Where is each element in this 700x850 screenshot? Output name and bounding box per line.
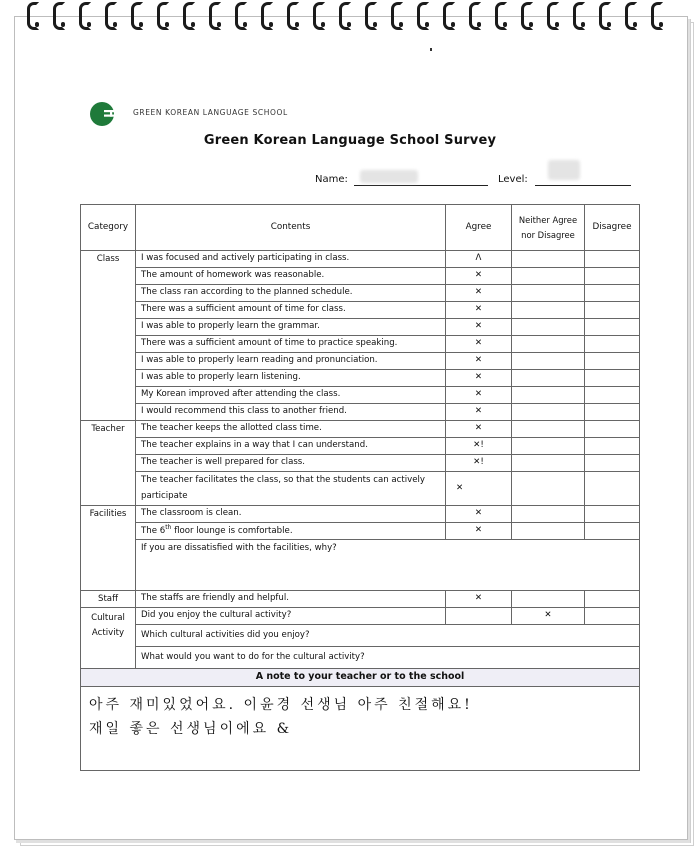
agree-mark: ✕ xyxy=(474,304,483,315)
table-row xyxy=(81,472,640,506)
item-text: I was focused and actively participating in class. xyxy=(136,251,446,268)
item-text: The teacher explains in a way that I can understand. xyxy=(136,438,446,455)
item-text: I would recommend this class to another friend. xyxy=(136,404,446,421)
school-logo-icon xyxy=(90,101,116,127)
agree-mark: ✕ xyxy=(474,406,483,417)
cultural-enjoyed-field[interactable] xyxy=(136,625,640,647)
disagree-cell[interactable] xyxy=(585,353,640,370)
agree-mark: ✕ xyxy=(474,338,483,349)
agree-mark: ✕! xyxy=(473,457,484,468)
item-text xyxy=(136,523,446,540)
table-row xyxy=(81,336,640,353)
table-row xyxy=(81,421,640,438)
spiral-ring-icon xyxy=(261,2,273,30)
neutral-cell[interactable] xyxy=(512,370,585,387)
item-text: The teacher keeps the allotted class time. xyxy=(136,421,446,438)
spiral-ring-icon xyxy=(157,2,169,30)
name-label: Name: xyxy=(315,174,348,185)
table-row xyxy=(81,438,640,455)
note-heading-row xyxy=(81,669,640,687)
agree-cell[interactable] xyxy=(446,285,512,302)
header-contents: Contents xyxy=(136,205,446,251)
category-staff: Staff xyxy=(81,591,136,608)
agree-mark: ✕ xyxy=(474,372,483,383)
disagree-cell[interactable] xyxy=(585,285,640,302)
redacted-name xyxy=(360,170,418,183)
header-disagree: Disagree xyxy=(585,205,640,251)
ordinal-suffix: th xyxy=(165,524,172,532)
disagree-cell[interactable] xyxy=(585,591,640,608)
item-text-end: floor lounge is comfortable. xyxy=(171,526,293,537)
agree-cell[interactable] xyxy=(446,319,512,336)
spiral-ring-icon xyxy=(131,2,143,30)
item-text: If you are dissatisfied with the facilities, why? xyxy=(141,543,337,553)
spiral-ring-icon xyxy=(417,2,429,30)
agree-mark: ✕ xyxy=(474,593,483,604)
category-teacher: Teacher xyxy=(81,421,136,506)
disagree-cell[interactable] xyxy=(585,268,640,285)
neutral-cell[interactable] xyxy=(512,268,585,285)
disagree-cell[interactable] xyxy=(585,251,640,268)
redacted-level xyxy=(548,160,580,180)
item-text: There was a sufficient amount of time to practice speaking. xyxy=(136,336,446,353)
item-text: The teacher is well prepared for class. xyxy=(136,455,446,472)
neutral-cell[interactable] xyxy=(512,251,585,268)
agree-mark: ✕ xyxy=(474,321,483,332)
spiral-ring-icon xyxy=(573,2,585,30)
agree-cell[interactable] xyxy=(446,387,512,404)
disagree-cell[interactable] xyxy=(585,336,640,353)
table-row xyxy=(81,353,640,370)
agree-mark: ✕ xyxy=(474,389,483,400)
agree-cell[interactable] xyxy=(446,268,512,285)
item-text: I was able to properly learn listening. xyxy=(136,370,446,387)
agree-cell[interactable] xyxy=(446,370,512,387)
header-neutral: Neither Agree nor Disagree xyxy=(512,205,585,251)
disagree-cell[interactable] xyxy=(585,523,640,540)
disagree-cell[interactable] xyxy=(585,404,640,421)
spiral-ring-icon xyxy=(27,2,39,30)
disagree-cell[interactable] xyxy=(585,319,640,336)
disagree-cell[interactable] xyxy=(585,506,640,523)
note-line-1: 아주 재미있었어요. 이윤경 선생님 아주 친절해요! xyxy=(89,697,473,713)
agree-cell[interactable] xyxy=(446,455,512,472)
item-text: The staffs are friendly and helpful. xyxy=(136,591,446,608)
note-field[interactable] xyxy=(81,687,640,771)
spiral-ring-icon xyxy=(79,2,91,30)
neutral-cell[interactable] xyxy=(512,472,585,506)
spiral-binding xyxy=(0,0,700,36)
item-text: My Korean improved after attending the class. xyxy=(136,387,446,404)
agree-cell[interactable] xyxy=(446,523,512,540)
category-class: Class xyxy=(81,251,136,421)
header-agree: Agree xyxy=(446,205,512,251)
item-text: The classroom is clean. xyxy=(136,506,446,523)
level-field[interactable] xyxy=(535,185,631,186)
agree-mark: ✕ xyxy=(474,525,483,536)
agree-cell[interactable] xyxy=(446,421,512,438)
disagree-cell[interactable] xyxy=(585,472,640,506)
spiral-ring-icon xyxy=(235,2,247,30)
disagree-cell[interactable] xyxy=(585,438,640,455)
agree-cell[interactable] xyxy=(446,506,512,523)
spiral-ring-icon xyxy=(625,2,637,30)
item-text-start: The 6 xyxy=(141,526,166,537)
neutral-cell[interactable] xyxy=(512,404,585,421)
neutral-cell[interactable] xyxy=(512,302,585,319)
spiral-ring-icon xyxy=(391,2,403,30)
item-text: I was able to properly learn reading and pronunciation. xyxy=(136,353,446,370)
table-row xyxy=(81,404,640,421)
item-text: The teacher facilitates the class, so that the students can actively participate xyxy=(136,472,446,506)
item-text: What would you want to do for the cultural activity? xyxy=(141,651,365,662)
neutral-cell[interactable] xyxy=(512,421,585,438)
agree-cell[interactable] xyxy=(446,251,512,268)
neutral-cell[interactable] xyxy=(512,319,585,336)
spiral-ring-icon xyxy=(495,2,507,30)
item-text: There was a sufficient amount of time for class. xyxy=(136,302,446,319)
spiral-ring-icon xyxy=(547,2,559,30)
neutral-mark: ✕ xyxy=(544,610,552,621)
school-name: GREEN KOREAN LANGUAGE SCHOOL xyxy=(133,108,288,117)
item-text: I was able to properly learn the grammar. xyxy=(136,319,446,336)
table-row xyxy=(81,455,640,472)
agree-mark: ✕ xyxy=(474,287,483,298)
note-line-2: 재일 좋은 선생님이에요 & xyxy=(89,721,293,737)
agree-cell[interactable] xyxy=(446,404,512,421)
agree-cell[interactable] xyxy=(446,591,512,608)
neutral-cell[interactable] xyxy=(512,353,585,370)
disagree-cell[interactable] xyxy=(585,455,640,472)
neutral-cell[interactable] xyxy=(512,506,585,523)
survey-table xyxy=(80,204,640,771)
table-row xyxy=(81,302,640,319)
agree-mark: ✕ xyxy=(474,270,483,281)
note-heading: A note to your teacher or to the school xyxy=(81,669,640,687)
neutral-cell[interactable] xyxy=(512,523,585,540)
agree-cell[interactable] xyxy=(446,302,512,319)
table-row xyxy=(81,268,640,285)
spiral-ring-icon xyxy=(651,2,663,30)
disagree-cell[interactable] xyxy=(585,421,640,438)
agree-cell[interactable] xyxy=(446,438,512,455)
spiral-ring-icon xyxy=(287,2,299,30)
spiral-ring-icon xyxy=(183,2,195,30)
note-row xyxy=(81,687,640,771)
disagree-cell[interactable] xyxy=(585,302,640,319)
spiral-ring-icon xyxy=(469,2,481,30)
agree-mark: ✕ xyxy=(474,508,483,519)
table-row xyxy=(81,370,640,387)
disagree-cell[interactable] xyxy=(585,608,640,625)
table-row xyxy=(81,647,640,669)
table-row xyxy=(81,625,640,647)
table-row xyxy=(81,540,640,591)
header-category: Category xyxy=(81,205,136,251)
neutral-cell[interactable] xyxy=(512,285,585,302)
category-facilities: Facilities xyxy=(81,506,136,591)
level-label: Level: xyxy=(498,174,528,185)
table-row xyxy=(81,591,640,608)
spiral-ring-icon xyxy=(339,2,351,30)
agree-mark: ✕! xyxy=(473,440,484,451)
table-row xyxy=(81,608,640,625)
table-row xyxy=(81,523,640,540)
table-row xyxy=(81,251,640,268)
neutral-cell[interactable] xyxy=(512,455,585,472)
agree-mark: ✕ xyxy=(474,423,483,434)
spiral-ring-icon xyxy=(365,2,377,30)
agree-cell[interactable] xyxy=(446,336,512,353)
agree-cell[interactable] xyxy=(446,608,512,625)
survey-title: Green Korean Language School Survey xyxy=(203,133,497,148)
disagree-cell[interactable] xyxy=(585,370,640,387)
agree-mark: ✕ xyxy=(474,355,483,366)
item-text: The amount of homework was reasonable. xyxy=(136,268,446,285)
spiral-ring-icon xyxy=(53,2,65,30)
spiral-ring-icon xyxy=(521,2,533,30)
item-text: The class ran according to the planned schedule. xyxy=(136,285,446,302)
agree-mark: ✕ xyxy=(456,482,464,493)
category-cultural: Cultural Activity xyxy=(81,608,136,669)
spiral-ring-icon xyxy=(209,2,221,30)
neutral-cell[interactable] xyxy=(512,336,585,353)
neutral-cell[interactable] xyxy=(512,591,585,608)
disagree-cell[interactable] xyxy=(585,387,640,404)
item-text: Did you enjoy the cultural activity? xyxy=(136,608,446,625)
neutral-cell[interactable] xyxy=(512,608,585,625)
spiral-ring-icon xyxy=(313,2,325,30)
agree-cell[interactable] xyxy=(446,472,512,506)
spiral-ring-icon xyxy=(443,2,455,30)
table-row xyxy=(81,285,640,302)
agree-mark: ᐱ xyxy=(475,253,482,264)
table-row xyxy=(81,319,640,336)
item-text: Which cultural activities did you enjoy? xyxy=(141,629,310,640)
spiral-ring-icon xyxy=(105,2,117,30)
name-field[interactable] xyxy=(354,185,488,186)
table-header-row xyxy=(81,205,640,251)
facilities-comment[interactable] xyxy=(136,540,640,591)
spiral-ring-icon xyxy=(599,2,611,30)
ink-speck xyxy=(430,48,432,51)
cultural-wish-field[interactable] xyxy=(136,647,640,669)
table-row xyxy=(81,506,640,523)
neutral-cell[interactable] xyxy=(512,438,585,455)
neutral-cell[interactable] xyxy=(512,387,585,404)
table-row xyxy=(81,387,640,404)
agree-cell[interactable] xyxy=(446,353,512,370)
